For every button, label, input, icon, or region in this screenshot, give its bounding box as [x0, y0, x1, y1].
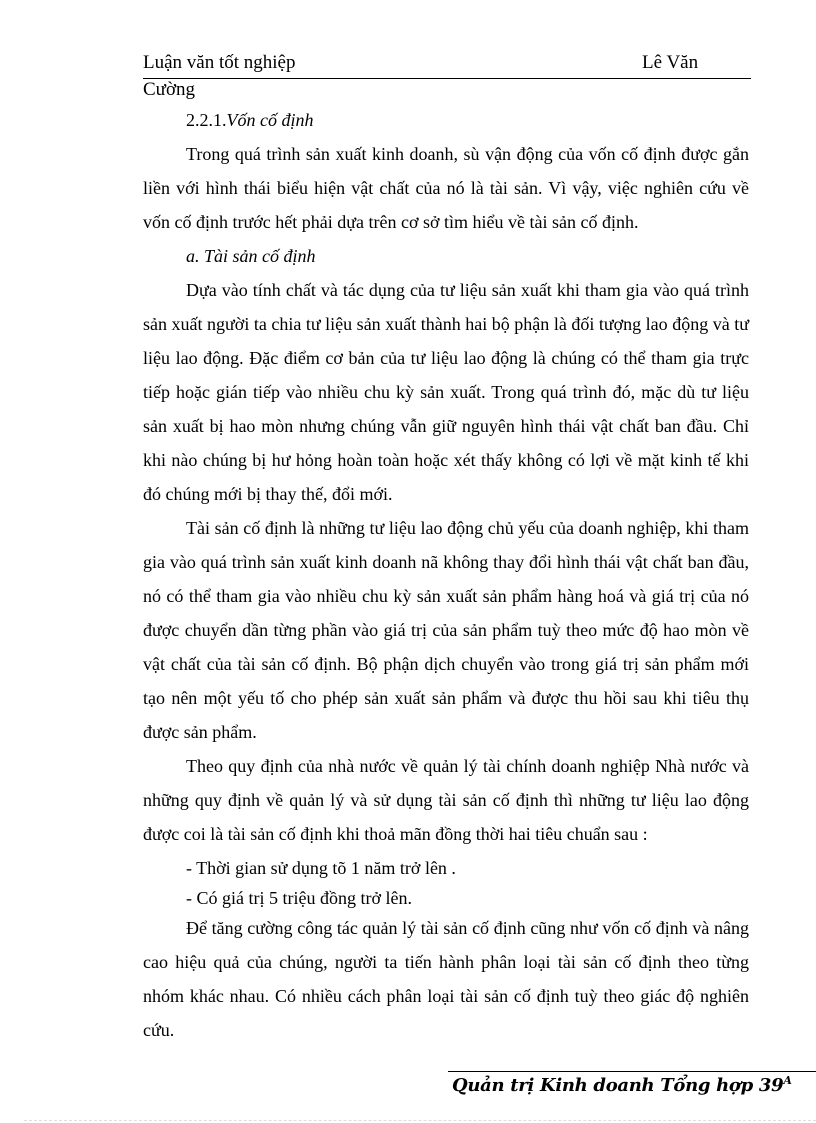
- section-heading: [143, 103, 749, 137]
- header-continuation: Cường: [143, 79, 196, 100]
- paragraph-4: Theo quy định của nhà nước về quản lý tài chính doanh nghiệp Nhà nước và những quy định về quản lý và sử dụng tài sản cố định thì những tư liệu lao động được coi là tài sản cố định khi thoả mãn đồng thời hai tiêu chuẩn sau :: [143, 756, 749, 844]
- header-divider: [143, 78, 751, 79]
- paragraph-2: Dựa vào tính chất và tác dụng của tư liệu sản xuất khi tham gia vào quá trình sản xuất người ta chia tư liệu sản xuất thành hai bộ phận là đối tượng lao động và tư liệu lao động. Đặc điểm cơ bản của tư liệu lao động là chúng có thể tham gia trực tiếp hoặc gián tiếp vào nhiều chu kỳ sản xuất. Trong quá trình đó, mặc dù tư liệu sản xuất bị hao mòn nhưng chúng vẫn giữ nguyên hình thái vật chất ban đầu. Chỉ khi nào chúng bị hư hỏng hoàn toàn hoặc xét thấy không có lợi về mặt kinh tế khi đó chúng mới bị thay thế, đổi mới.: [143, 280, 749, 504]
- subheading: [143, 239, 749, 273]
- header-right: Lê Văn: [642, 52, 699, 73]
- header-left: Luận văn tốt nghiệp: [143, 52, 296, 73]
- footer: [452, 1074, 792, 1096]
- paragraph-1: Trong quá trình sản xuất kinh doanh, sù vận động của vốn cố định được gắn liền với hình thái biểu hiện vật chất của nó là tài sản. Vì vậy, việc nghiên cứu về vốn cố định trước hết phải dựa trên cơ sở tìm hiểu về tài sản cố định.: [143, 144, 749, 232]
- page-bottom-edge: [24, 1120, 816, 1121]
- paragraph-5: Để tăng cường công tác quản lý tài sản cố định cũng như vốn cố định và nâng cao hiệu quả của chúng, người ta tiến hành phân loại tài sản cố định theo từng nhóm khác nhau. Có nhiều cách phân loại tài sản cố định tuỳ theo giác độ nghiên cứu.: [143, 918, 749, 1040]
- section-number: 2.2.1.: [186, 110, 227, 130]
- list-item-2: - Có giá trị 5 triệu đồng trở lên.: [186, 888, 412, 908]
- list-item-1: - Thời gian sử dụng tõ 1 năm trở lên .: [186, 858, 456, 878]
- footer-superscript: A: [783, 1074, 792, 1087]
- footer-divider: [448, 1071, 816, 1072]
- document-body: [143, 103, 749, 1047]
- footer-text: Quản trị Kinh doanh Tổng hợp 39: [452, 1075, 784, 1096]
- paragraph-3: Tài sản cố định là những tư liệu lao động chủ yếu của doanh nghiệp, khi tham gia vào quá trình sản xuất kinh doanh nã không thay đổi hình thái vật chất ban đầu, nó có thể tham gia vào nhiều chu kỳ sản xuất sản phẩm hàng hoá và giá trị của nó được chuyển dần từng phần vào giá trị của sản phẩm tuỳ theo mức độ hao mòn về vật chất của tài sản cố định. Bộ phận dịch chuyển vào trong giá trị sản phẩm mới tạo nên một yếu tố cho phép sản xuất sản phẩm và được thu hồi sau khi tiêu thụ được sản phẩm.: [143, 518, 749, 742]
- section-title: Vốn cố định: [226, 110, 314, 130]
- subheading-text: a. Tài sản cố định: [186, 246, 316, 266]
